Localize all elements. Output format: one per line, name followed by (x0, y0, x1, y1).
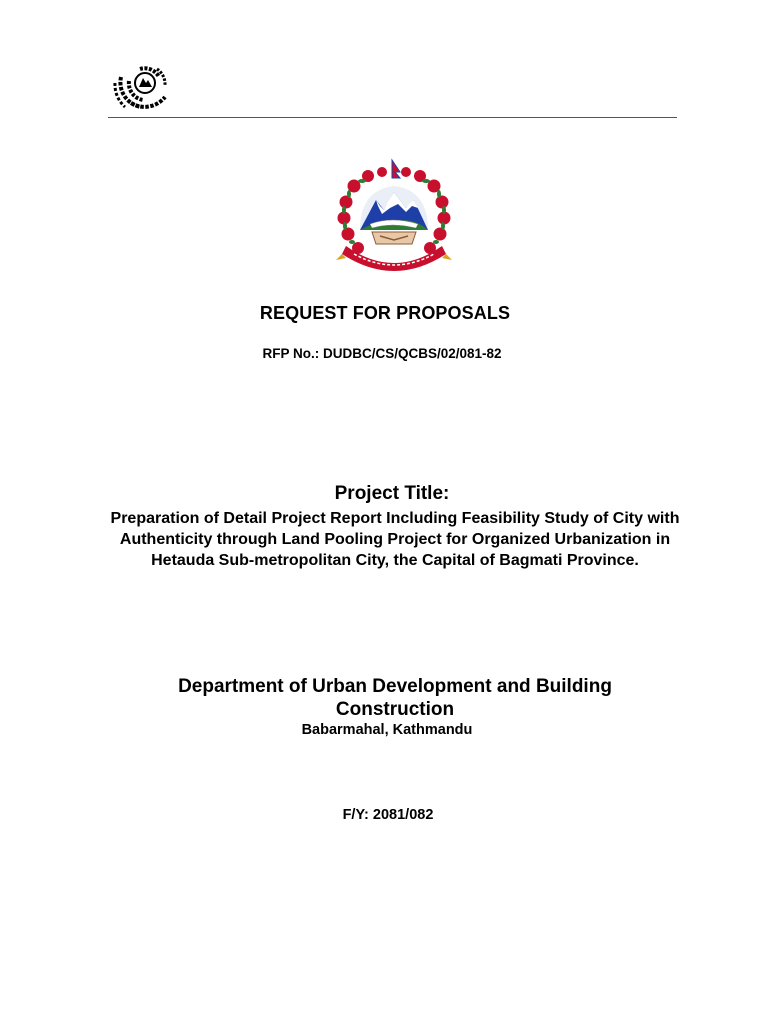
header-divider (108, 117, 677, 118)
department-seal-icon (106, 50, 184, 116)
rfp-number: RFP No.: DUDBC/CS/QCBS/02/081-82 (262, 346, 502, 361)
document-title: REQUEST FOR PROPOSALS (259, 303, 511, 323)
project-title-heading: Project Title: (334, 483, 450, 504)
department-name: Department of Urban Development and Building Construction (178, 676, 612, 720)
nepal-coat-of-arms-icon (332, 158, 456, 276)
department-address: Babarmahal, Kathmandu (301, 722, 473, 738)
project-description: Preparation of Detail Project Report Including Feasibility Study of City with Authenticity through Land Pooling Project for Organized Urbanization in Hetauda Sub-metropolitan City, the Capital of Bagmati Province. (110, 510, 680, 569)
fiscal-year: F/Y: 2081/082 (342, 807, 434, 823)
